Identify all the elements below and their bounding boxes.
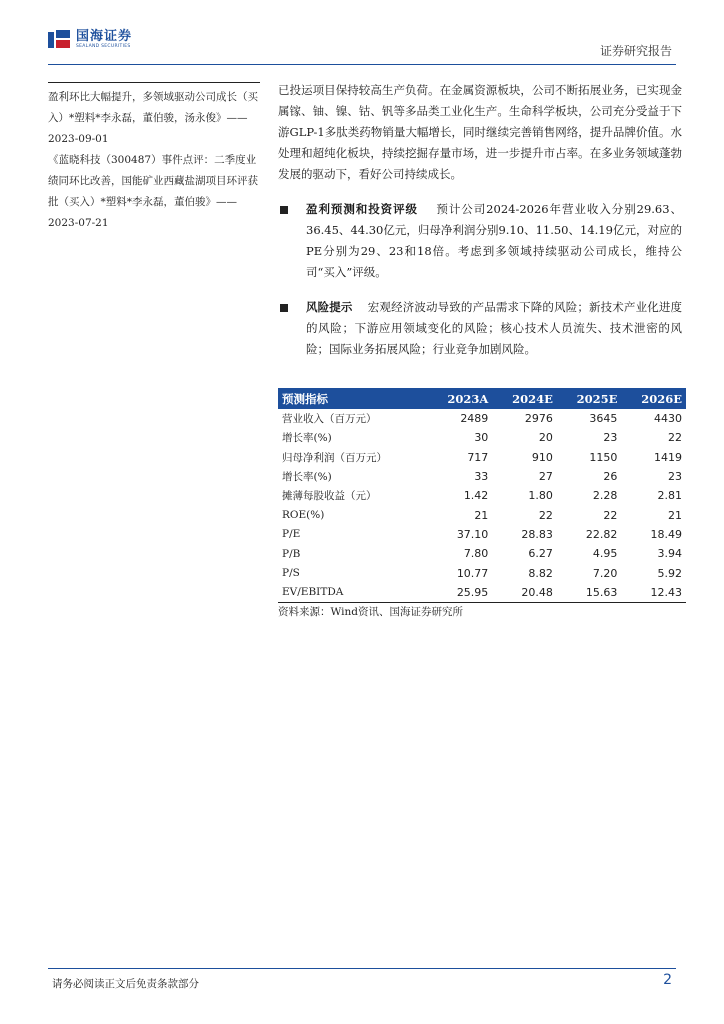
forecast-section [278, 199, 682, 283]
row-label: EV/EBITDA [278, 583, 428, 603]
table-cell: 28.83 [521, 527, 553, 541]
table-cell: 30 [474, 431, 489, 445]
table-cell: 1419 [654, 450, 682, 464]
row-label: 营业收入（百万元） [282, 413, 377, 426]
table-cell: 21 [668, 508, 682, 522]
table-row [278, 486, 686, 505]
table-row [278, 525, 686, 544]
risk-section [278, 297, 682, 360]
table-cell: 22 [603, 508, 618, 522]
table-cell: 10.77 [456, 566, 489, 580]
logo-en: SEALAND SECURITIES [76, 44, 131, 50]
table-header: 预测指标 [278, 388, 428, 409]
table-cell: 2976 [524, 412, 553, 426]
table-cell: 6.27 [528, 547, 553, 561]
table-cell: 37.10 [456, 527, 489, 541]
page-header [48, 28, 676, 64]
table-cell: 12.43 [621, 583, 686, 603]
table-cell: 910 [531, 450, 553, 464]
logo-mark-icon [48, 30, 72, 50]
table-cell: 26 [603, 470, 618, 484]
table-cell: 3645 [589, 412, 618, 426]
table-cell: 1150 [589, 450, 618, 464]
table-cell: 4430 [654, 412, 682, 426]
table-row [278, 563, 686, 582]
table-cell: 21 [474, 508, 489, 522]
table-header: 2026E [621, 388, 686, 409]
row-label: 增长率(%) [282, 471, 332, 484]
bullet-square-icon [280, 206, 288, 214]
row-label: P/E [282, 528, 301, 541]
table-row [278, 428, 686, 447]
intro-paragraph: 已投运项目保持较高生产负荷。在金属资源板块，公司不断拓展业务，已实现金属镓、铀、镍、钴、钒等多品类工业化生产。生命科学板块，公司充分受益于下游GLP-1多肽类药物销量大幅增长，同时继续完善销售网络，提升品牌价值。水处理和超纯化板块，持续挖掘存量市场，进一步提升市占率。在多业务领域蓬勃发展的驱动下，看好公司持续成长。 [278, 83, 682, 181]
table-row [278, 467, 686, 486]
table-cell: 8.82 [528, 566, 553, 580]
footer-disclaimer: 请务必阅读正文后免责条款部分 [52, 978, 199, 990]
table-row [278, 448, 686, 467]
table-cell: 18.49 [650, 527, 682, 541]
table-cell: 15.63 [557, 583, 622, 603]
table-header: 2023A [428, 388, 493, 409]
row-label: 摊薄每股收益（元） [282, 490, 377, 503]
row-label: P/B [282, 547, 301, 560]
table-header: 2024E [492, 388, 557, 409]
table-cell: 20 [538, 431, 553, 445]
row-label: P/S [282, 567, 300, 580]
row-label: 增长率(%) [282, 432, 332, 445]
table-cell: 2.81 [657, 489, 682, 503]
main-body [278, 80, 682, 360]
table-cell: 23 [603, 431, 618, 445]
table-cell: 3.94 [657, 547, 682, 561]
table-cell: 33 [474, 470, 489, 484]
table-cell: 20.48 [492, 583, 557, 603]
table-cell: 7.20 [592, 566, 618, 580]
table-row [278, 409, 686, 428]
table-cell: 2489 [460, 412, 489, 426]
table-cell: 5.92 [657, 566, 682, 580]
table-cell: 2.28 [592, 489, 618, 503]
table-cell: 27 [538, 470, 553, 484]
table-source: 资料来源：Wind资讯、国海证券研究所 [278, 606, 463, 618]
table-cell: 23 [668, 470, 682, 484]
related-reports-divider [48, 82, 260, 83]
header-divider [48, 64, 676, 65]
table-cell: 4.95 [592, 547, 618, 561]
table-cell: 22 [668, 431, 682, 445]
table-cell: 1.80 [528, 489, 553, 503]
table-row [278, 544, 686, 563]
bullet-square-icon [280, 304, 288, 312]
footer-divider [48, 968, 676, 969]
table-row [278, 583, 686, 603]
related-reports [48, 82, 260, 234]
logo-cn: 国海证券 [76, 29, 133, 45]
related-report-item: 《蓝晓科技（300487）事件点评：二季度业绩同环比改善，国能矿业西藏盐湖项目环评获批（买入）*塑料*李永磊，董伯骏》——2023-07-21 [48, 154, 258, 229]
row-label: 归母净利润（百万元） [282, 451, 387, 464]
table-cell: 22.82 [585, 527, 618, 541]
table-cell: 25.95 [428, 583, 493, 603]
table-header-row [278, 388, 686, 409]
table-header: 2025E [557, 388, 622, 409]
table-cell: 1.42 [463, 489, 489, 503]
table-cell: 7.80 [463, 547, 489, 561]
row-label: ROE(%) [282, 509, 325, 522]
forecast-text: 预计公司2024-2026年营业收入分别29.63、36.45、44.30亿元，归母净利润分别9.10、11.50、14.19亿元，对应的PE分别为29、23和18倍。考虑到多领域持续驱动公司成长，维持公司“买入”评级。 [306, 202, 683, 279]
risk-text: 宏观经济波动导致的产品需求下降的风险；新技术产业化进度的风险；下游应用领域变化的风险；核心技术人员流失、技术泄密的风险；国际业务拓展风险；行业竞争加剧风险。 [306, 300, 683, 356]
table-cell: 22 [538, 508, 553, 522]
risk-title: 风险提示 [306, 300, 353, 314]
company-logo [48, 30, 132, 50]
table-cell: 717 [467, 450, 489, 464]
forecast-title: 盈利预测和投资评级 [306, 202, 418, 216]
page-number: 2 [663, 972, 672, 988]
report-type-label: 证券研究报告 [599, 44, 672, 58]
related-report-item: 盈利环比大幅提升，多领域驱动公司成长（买入）*塑料*李永磊，董伯骏，汤永俊》——2023-09-01 [48, 91, 258, 145]
forecast-table [278, 388, 686, 603]
table-row [278, 505, 686, 524]
